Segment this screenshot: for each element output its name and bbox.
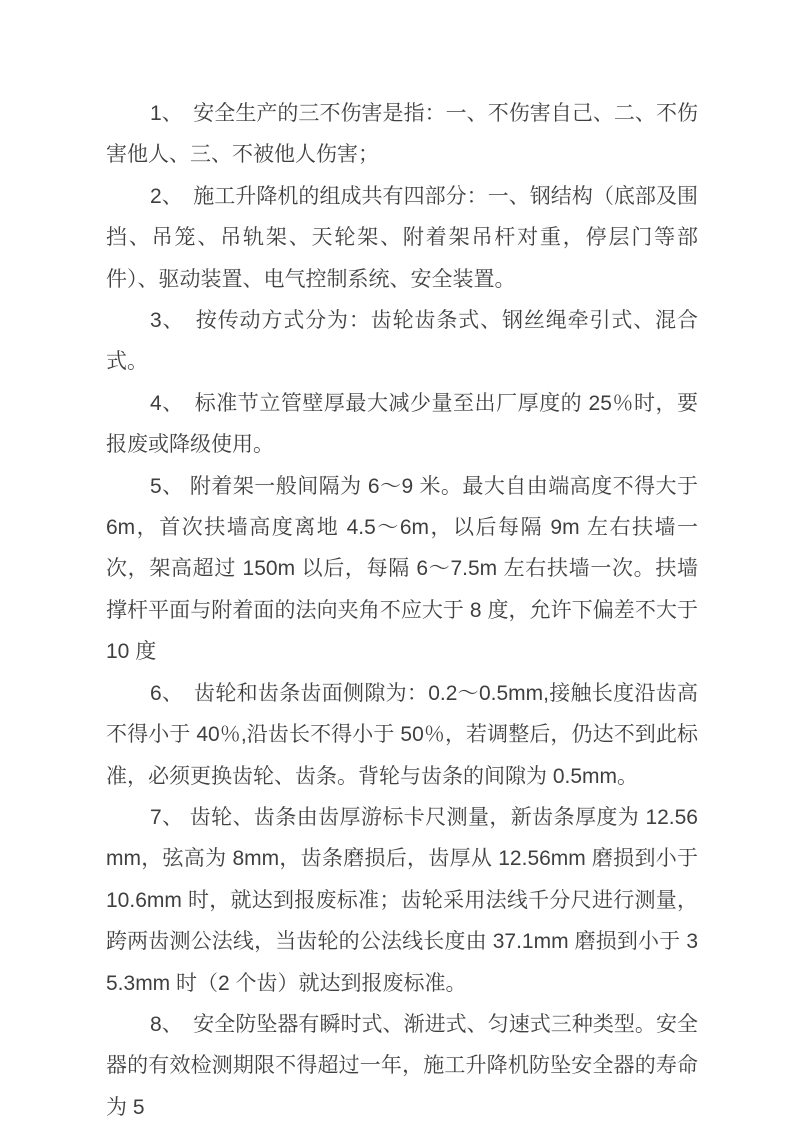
- paragraph-4: 4、 标准节立管壁厚最大减少量至出厂厚度的 25％时，要报废或降级使用。: [106, 391, 698, 457]
- paragraph-1: 1、 安全生产的三不伤害是指：一、不伤害自己、二、不伤害他人、三、不被他人伤害；: [106, 102, 698, 167]
- paragraph-7: 7、 齿轮、齿条由齿厚游标卡尺测量，新齿条厚度为 12.56mm，弦高为 8mm，齿条磨损后，齿厚从 12.56mm 磨损到小于 10.6mm 时，就达到报废标准；齿轮采用法线千分尺进行测量，跨两齿测公法线，当齿轮的公法线长度由 37.1mm 磨损到小于 35.3mm 时（2 个齿）就达到报废标准。: [106, 805, 698, 995]
- paragraph-8: 8、 安全防坠器有瞬时式、渐进式、匀速式三种类型。安全器的有效检测期限不得超过一年，施工升降机防坠安全器的寿命为 5: [106, 1012, 698, 1119]
- paragraph-3: 3、 按传动方式分为：齿轮齿条式、钢丝绳牵引式、混合式。: [106, 309, 698, 374]
- paragraph-2: 2、 施工升降机的组成共有四部分：一、钢结构（底部及围挡、吊笼、吊轨架、天轮架、附着架吊杆对重，停层门等部件）、驱动装置、电气控制系统、安全装置。: [106, 184, 698, 291]
- document-body: [106, 93, 698, 1122]
- paragraph-6: 6、 齿轮和齿条齿面侧隙为：0.2～0.5mm,接触长度沿齿高不得小于 40％,沿齿长不得小于 50％，若调整后，仍达不到此标准，必须更换齿轮、齿条。背轮与齿条的间隙为 0.5mm。: [106, 681, 698, 788]
- paragraph-5: 5、 附着架一般间隔为 6～9 米。最大自由端高度不得大于 6m，首次扶墙高度离地 4.5～6m，以后每隔 9m 左右扶墙一次，架高超过 150m 以后，每隔 6～7.5m 左右扶墙一次。扶墙撑杆平面与附着面的法向夹角不应大于 8 度，允许下偏差不大于 10 度: [106, 474, 698, 664]
